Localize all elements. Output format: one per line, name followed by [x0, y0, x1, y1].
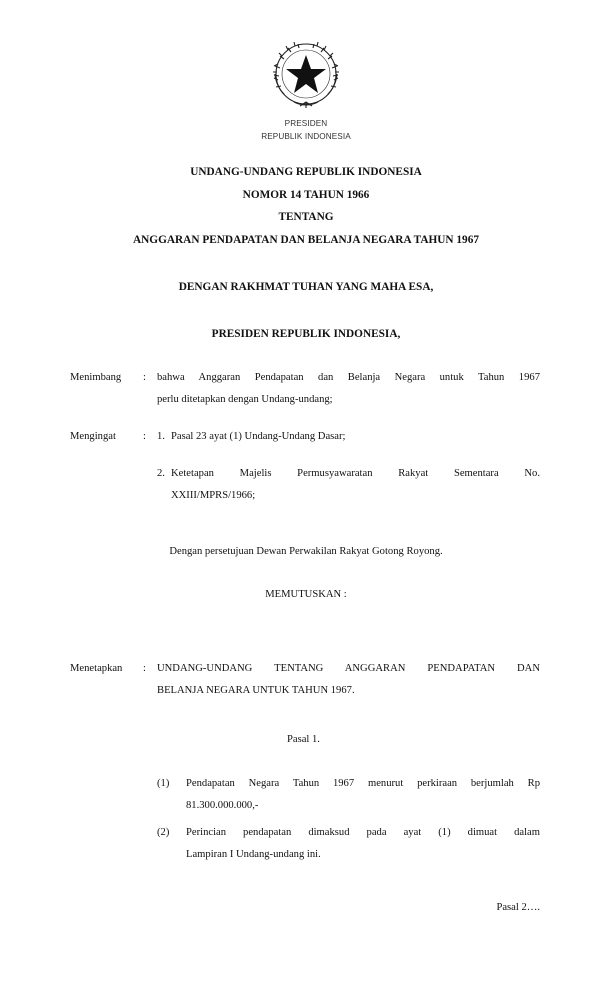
pasal-1-item-2-line-2: Lampiran I Undang-undang ini. [186, 848, 321, 860]
letterhead-line-republik: REPUBLIK INDONESIA [261, 132, 351, 141]
pasal-1-item-1-line-1: Pendapatan Negara Tahun 1967 menurut perkiraan berjumlah Rp [186, 778, 540, 789]
pasal-1-item-2-line-1: Perincian pendapatan dimaksud pada ayat (1) dimuat dalam [186, 827, 540, 838]
continuation-marker: Pasal 2…. [496, 902, 540, 913]
pasal-1-item-1-line-2: 81.300.000.000,- [186, 799, 259, 811]
mengingat-item-2-text [171, 463, 540, 506]
menimbang-colon: : [143, 372, 146, 383]
mengingat-item-1-text: Pasal 23 ayat (1) Undang-Undang Dasar; [171, 431, 346, 442]
mengingat-item-1-number: 1. [157, 431, 165, 442]
pasal-1-heading: Pasal 1. [287, 734, 320, 745]
pasal-1-item-1-number: (1) [157, 778, 170, 789]
menetapkan-colon: : [143, 663, 146, 674]
mengingat-colon: : [143, 431, 146, 442]
title-line-2: NOMOR 14 TAHUN 1966 [242, 189, 370, 201]
menimbang-line-1: bahwa Anggaran Pendapatan dan Belanja Negara untuk Tahun 1967 [157, 372, 540, 383]
mengingat-item-2-line-1: Ketetapan Majelis Permusyawaratan Rakyat Sementara No. [171, 468, 540, 479]
president-heading: PRESIDEN REPUBLIK INDONESIA, [211, 328, 401, 340]
title-line-4: ANGGARAN PENDAPATAN DAN BELANJA NEGARA TAHUN 1967 [132, 234, 480, 246]
garuda-emblem-icon [264, 36, 348, 116]
menimbang-label: Menimbang [70, 372, 122, 383]
title-line-3: TENTANG [278, 211, 334, 223]
invocation: DENGAN RAKHMAT TUHAN YANG MAHA ESA, [178, 281, 434, 293]
letterhead-line-presiden: PRESIDEN [284, 119, 328, 128]
decision-heading: MEMUTUSKAN : [265, 589, 347, 600]
menetapkan-label: Menetapkan [70, 663, 123, 674]
menetapkan-line-2: BELANJA NEGARA UNTUK TAHUN 1967. [157, 684, 355, 696]
menimbang-line-2: perlu ditetapkan dengan Undang-undang; [157, 393, 333, 405]
mengingat-item-2-number: 2. [157, 468, 165, 479]
menetapkan-text [157, 658, 540, 701]
title-line-1: UNDANG-UNDANG REPUBLIK INDONESIA [190, 166, 422, 178]
mengingat-item-2-line-2: XXIII/MPRS/1966; [171, 489, 256, 501]
pasal-1-item-2-number: (2) [157, 827, 170, 838]
approval-statement: Dengan persetujuan Dewan Perwakilan Rakyat Gotong Royong. [169, 546, 443, 557]
pasal-1-item-1-text [186, 773, 540, 816]
menetapkan-line-1: UNDANG-UNDANG TENTANG ANGGARAN PENDAPATAN DAN [157, 663, 540, 674]
pasal-1-item-2-text [186, 822, 540, 865]
menimbang-text [157, 367, 540, 410]
mengingat-label: Mengingat [70, 431, 116, 442]
